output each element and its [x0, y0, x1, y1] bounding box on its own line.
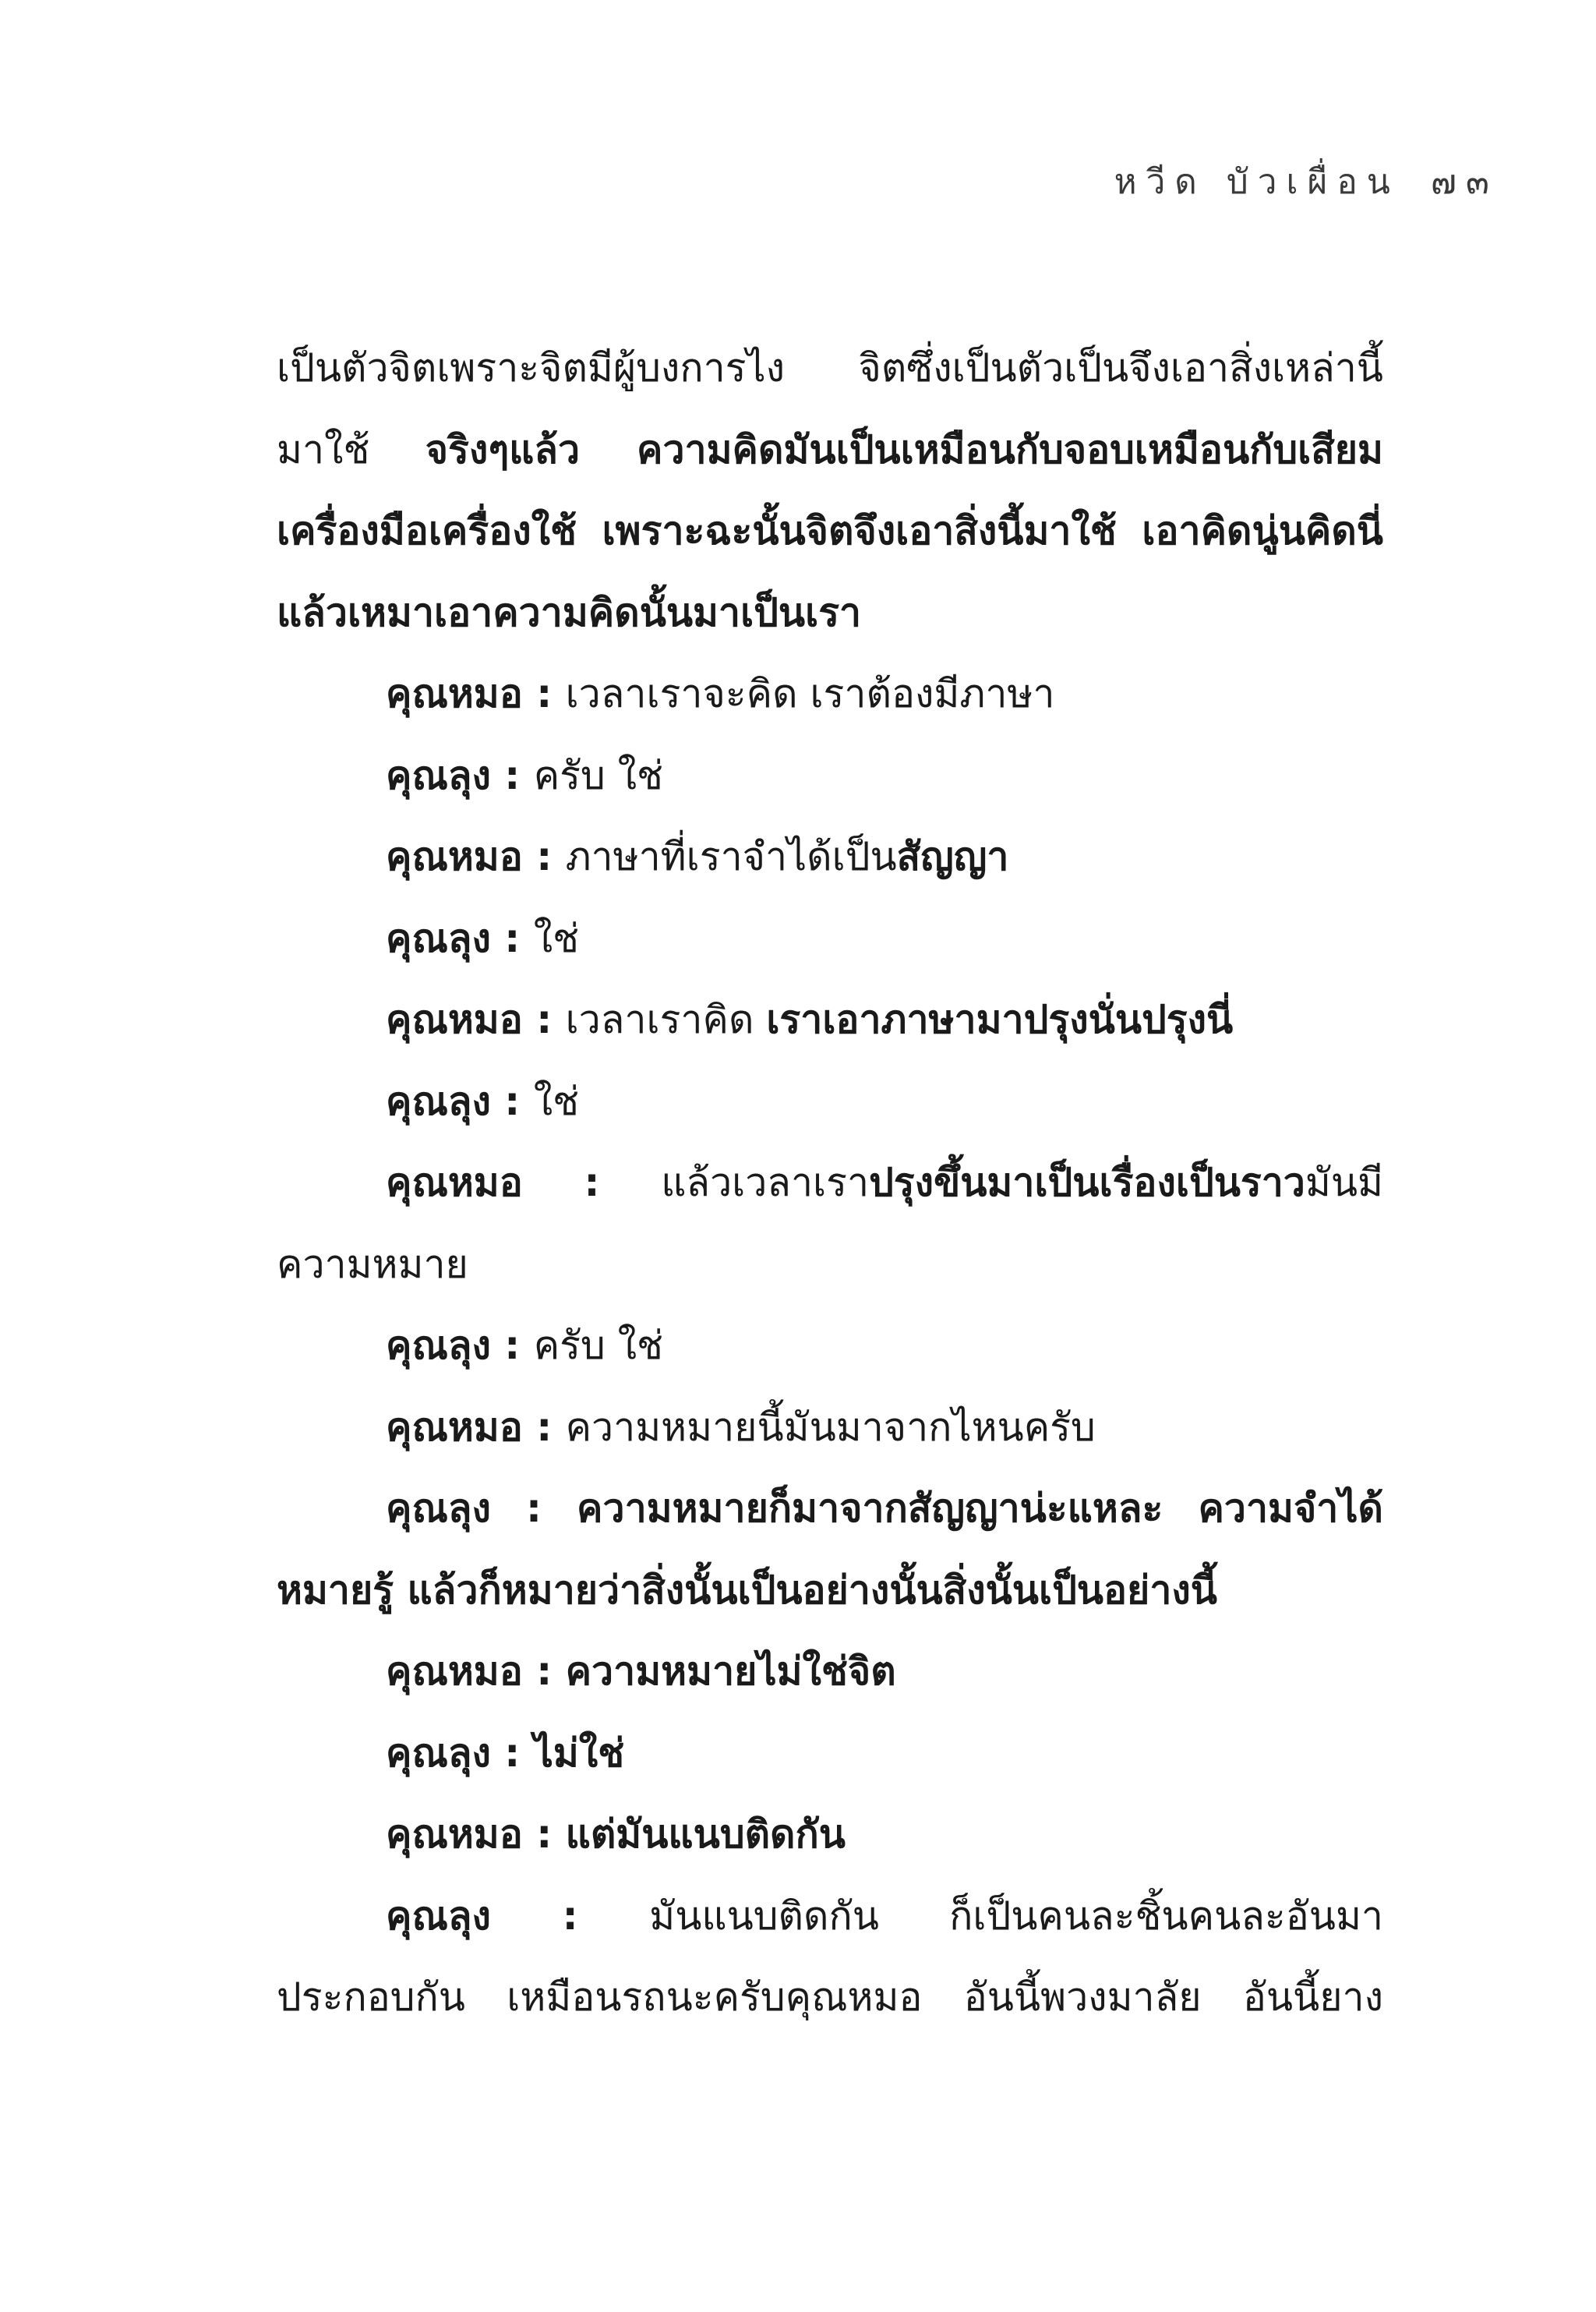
regular-text: ความหมาย [277, 1241, 468, 1287]
regular-text: ใช่ [533, 915, 580, 961]
bold-text: คุณลุง : [386, 1323, 534, 1368]
text-line [277, 572, 1383, 654]
regular-text: ครับ ใช่ [533, 752, 663, 798]
regular-text: ความหมายนี้มันมาจากไหนครับ [565, 1404, 1096, 1450]
bold-text: คุณหมอ : แต่มันแนบติดกัน [386, 1812, 846, 1857]
text-line [277, 1224, 1383, 1306]
body-text [277, 327, 1383, 2038]
regular-text: มาใช้ [277, 426, 425, 472]
text-line [277, 1875, 1383, 1957]
text-line [277, 327, 1383, 409]
bold-text: คุณลุง : ไม่ใช่ [386, 1730, 625, 1776]
text-line [277, 816, 1383, 898]
bold-text: เราเอาภาษามาปรุงนั่นปรุงนี่ [766, 997, 1234, 1042]
text-line [277, 979, 1383, 1061]
bold-text: เครื่องมือเครื่องใช้ เพราะฉะนั้นจิตจึงเอาสิ่งนี้มาใช้ เอาคิดนู่นคิดนี่ [277, 508, 1383, 553]
bold-text: คุณลุง : [386, 1893, 650, 1939]
regular-text: ครับ ใช่ [533, 1323, 663, 1368]
bold-text: คุณลุง : [386, 752, 534, 798]
regular-text: แล้วเวลาเรา [661, 1160, 870, 1205]
text-line [277, 1305, 1383, 1387]
text-line [277, 1142, 1383, 1224]
text-line [277, 1550, 1383, 1631]
text-line [277, 490, 1383, 572]
regular-text: เป็นตัวจิตเพราะจิตมีผู้บงการไง จิตซึ่งเป็นตัวเป็นจึงเอาสิ่งเหล่านี้ [277, 345, 1383, 391]
text-line [277, 1061, 1383, 1143]
text-line [277, 1794, 1383, 1875]
bold-text: คุณลุง : [386, 915, 534, 961]
bold-text: จริงๆแล้ว ความคิดมันเป็นเหมือนกับจอบเหมือนกับเสียม [425, 426, 1383, 472]
regular-text: เวลาเราคิด [565, 997, 767, 1042]
regular-text: ภาษาที่เราจำได้เป็น [565, 834, 897, 879]
author-name: หวีด บัวเผื่อน [1114, 162, 1400, 202]
text-line [277, 735, 1383, 817]
bold-text: คุณหมอ : [386, 1404, 566, 1450]
bold-text: คุณหมอ : ความหมายไม่ใช่จิต [386, 1649, 896, 1694]
bold-text: สัญญา [896, 834, 1009, 879]
bold-text: คุณหมอ : [386, 671, 566, 716]
text-line [277, 1631, 1383, 1713]
bold-text: หมายรู้ แล้วก็หมายว่าสิ่งนั้นเป็นอย่างนั้นสิ่งนั้นเป็นอย่างนี้ [277, 1567, 1217, 1613]
regular-text: ประกอบกัน เหมือนรถนะครับคุณหมอ อันนี้พวงมาลัย อันนี้ยาง [277, 1974, 1383, 2020]
bold-text: แล้วเหมาเอาความคิดนั้นมาเป็นเรา [277, 589, 862, 635]
bold-text: คุณลุง : ความหมายก็มาจากสัญญาน่ะแหละ ความจำได้ [386, 1486, 1383, 1531]
bold-text: คุณหมอ : [386, 1160, 662, 1205]
text-line [277, 1468, 1383, 1550]
regular-text: มันแนบติดกัน ก็เป็นคนละชิ้นคนละอันมา [649, 1893, 1383, 1939]
bold-text: คุณหมอ : [386, 997, 566, 1042]
regular-text: มันมี [1305, 1160, 1383, 1205]
text-line [277, 409, 1383, 491]
bold-text: คุณหมอ : [386, 834, 566, 879]
regular-text: เวลาเราจะคิด เราต้องมีภาษา [565, 671, 1055, 716]
bold-text: ปรุงขึ้นมาเป็นเรื่องเป็นราว [869, 1160, 1305, 1205]
regular-text: ใช่ [533, 1078, 580, 1124]
text-line [277, 1713, 1383, 1794]
running-header [1114, 154, 1499, 209]
text-line [277, 898, 1383, 980]
text-line [277, 1387, 1383, 1469]
page-number: ๗๓ [1430, 162, 1499, 202]
bold-text: คุณลุง : [386, 1078, 534, 1124]
text-line [277, 1957, 1383, 2038]
text-line [277, 653, 1383, 735]
